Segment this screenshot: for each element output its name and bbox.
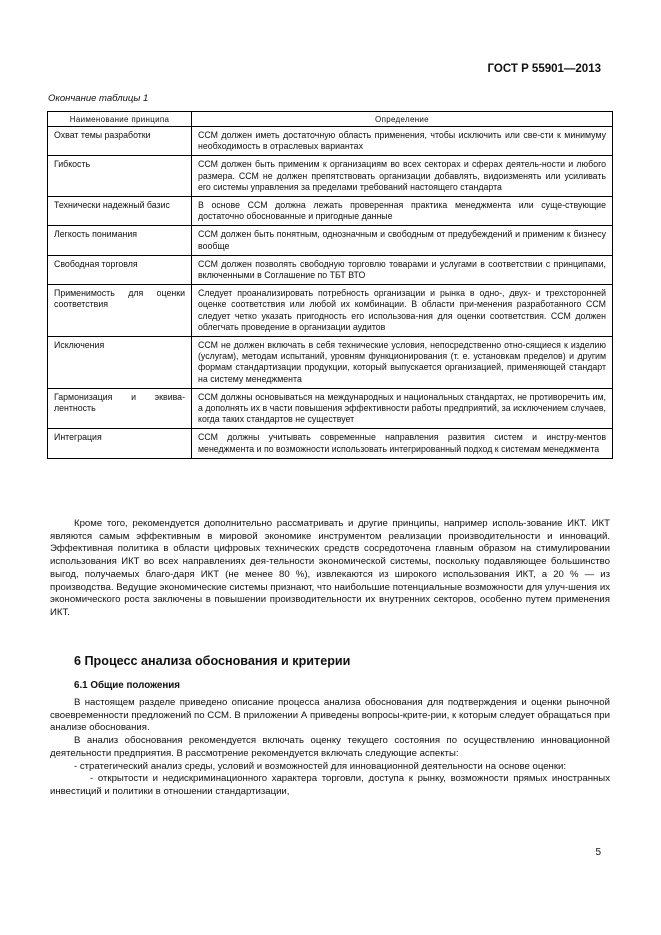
principle-definition: Следует проанализировать потребность организации и рынка в одно-, двух- и трехсторонней оценке соответствия или любой их комбинации. В области при-менения разработанного ССМ следует четко указать пригодность его использова-ния для оценки соответствия. ССМ должен облегчать проведение в организации аудитов [192, 285, 613, 337]
ict-paragraph-block [50, 518, 610, 620]
subsection-title: 6.1 Общие положения [74, 680, 181, 691]
principle-name: Свободная торговля [48, 255, 192, 284]
principle-definition: ССМ должен быть понятным, однозначным и свободным от предубеждений и применим к бизнесу вообще [192, 226, 613, 255]
principles-table [47, 111, 613, 459]
table-row [48, 285, 613, 337]
principle-definition: ССМ должны учитывать современные направления развития систем и инстру-ментов менеджмента и по возможности использовать интегрированный подход к системам менеджмента [192, 429, 613, 458]
principle-name: Гибкость [48, 156, 192, 197]
principle-definition: ССМ должен позволять свободную торговлю товарами и услугами в соответствии с принципами, включенными в Соглашение по ТБТ ВТО [192, 255, 613, 284]
list-item: - стратегический анализ среды, условий и возможностей для инновационной деятельности на основе оценки: [74, 760, 567, 772]
principle-name: Применимость для оценки соответствия [48, 285, 192, 337]
table-row [48, 337, 613, 389]
table-row [48, 127, 613, 156]
principle-name: Охват темы разработки [48, 127, 192, 156]
section-title: 6 Процесс анализа обоснования и критерии [74, 654, 351, 668]
principle-definition: ССМ должны основываться на международных и национальных стандартах, не противоречить им, а дополнять их в части повышения эффективности работы предприятий, за исключением случаев, когда таких стандартов не существует [192, 388, 613, 429]
page-number: 5 [595, 847, 601, 858]
list-item: - открытости и недискриминационного характера торговли, доступа к рынку, возможности прямых иностранных инвестиций и политики в отношении стандартизации, [50, 773, 610, 797]
principle-name: Легкость понимания [48, 226, 192, 255]
table-row [48, 197, 613, 226]
principle-name: Технически надежный базис [48, 197, 192, 226]
table-caption: Окончание таблицы 1 [48, 93, 149, 104]
body-paragraph: Кроме того, рекомендуется дополнительно рассматривать и другие принципы, например исполь-зование ИКТ. ИКТ являются самым эффективным в мировой экономике инструментом реализации производительности и инноваций. Эффективная политика в области цифровых технических средств сосредоточена главным образом на стимулировании использования ИКТ во всех направлениях дея-тельности экономической системы, поскольку подавляющее большинство выгод, получаемых благо-даря ИКТ (не менее 80 %), извлекаются из широкого использования ИКТ, а 20 % — из производства. Ведущие экономические системы признают, что наибольшие потенциальные возможности для улуч-шения их экономического роста заключены в повышении производительности их внутренних секторов, особенно путем применения ИКТ. [50, 518, 610, 618]
body-paragraph: В настоящем разделе приведено описание процесса анализа обоснования для подтверждения и оценки рыночной своевременности предложений по ССМ. В приложении А приведены вопросы-крите-рии, к которым следует обращаться при анализе обоснования. [50, 697, 610, 734]
column-header-definition: Определение [192, 112, 613, 127]
table-row [48, 388, 613, 429]
principle-name: Исключения [48, 337, 192, 389]
principle-definition: ССМ не должен включать в себя технические условия, непосредственно отно-сящиеся к изделию (услугам), методам испытаний, уровням функционирования (т. е. установкам пределов) и другим формам стандартизации продукции, который выпускается организацией, применяющей стандарт на систему менеджмента [192, 337, 613, 389]
principle-name: Интеграция [48, 429, 192, 458]
table-row [48, 255, 613, 284]
table-header-row [48, 112, 613, 127]
section-body [50, 697, 610, 799]
standard-code: ГОСТ Р 55901—2013 [487, 63, 601, 75]
principle-name: Гармонизация и эквива-лентность [48, 388, 192, 429]
column-header-name: Наименование принципа [48, 112, 192, 127]
table-row [48, 429, 613, 458]
principle-definition: ССМ должен иметь достаточную область применения, чтобы исключить или све-сти к минимуму необходимость в отраслевых вариантах [192, 127, 613, 156]
table-row [48, 226, 613, 255]
principle-definition: В основе ССМ должна лежать проверенная практика менеджмента или суще-ствующие достаточно обоснованные и пригодные данные [192, 197, 613, 226]
body-paragraph: В анализ обоснования рекомендуется включать оценку текущего состояния по осуществлению инновационной деятельности предприятия. В рассмотрение рекомендуется включать следующие аспекты: [50, 735, 610, 759]
table-row [48, 156, 613, 197]
principle-definition: ССМ должен быть применим к организациям во всех секторах и сферах деятель-ности и любого размера. ССМ не должен препятствовать организации добавлять, видоизменять или усиливать его системы управления за пределами требований настоящего стандарта [192, 156, 613, 197]
